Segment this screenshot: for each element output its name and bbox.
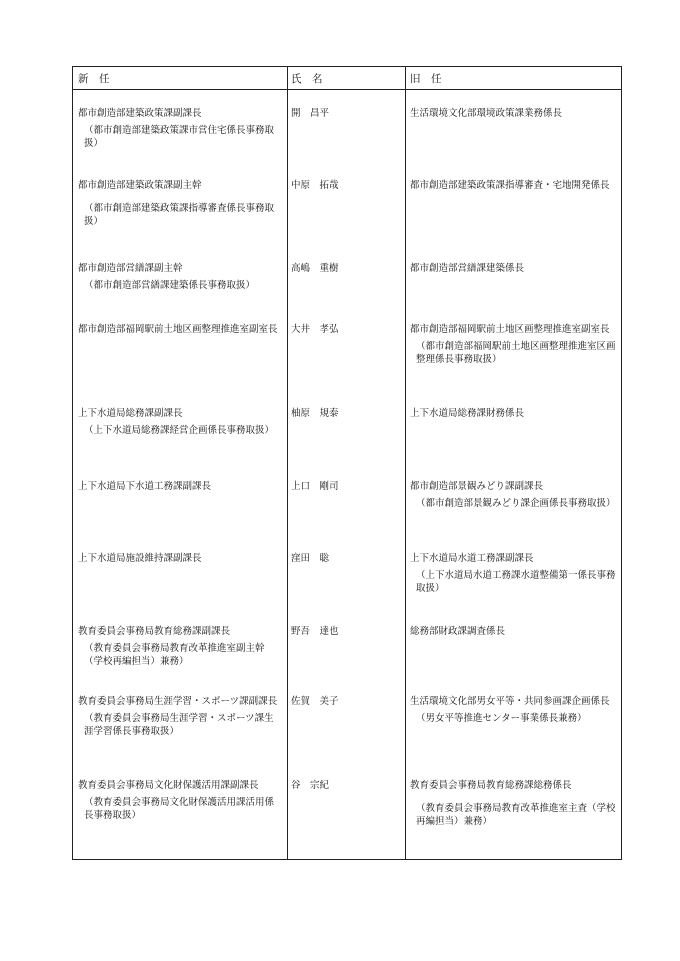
person-name: 谷 宗紀 <box>291 780 330 791</box>
person-name: 窪田 聡 <box>291 553 330 564</box>
column-divider <box>287 67 288 859</box>
new-post-note: （教育委員会事務局生涯学習・スポーツ課生涯学習係長事務取扱） <box>84 713 274 737</box>
personnel-table <box>72 66 622 860</box>
old-post-title: 教育委員会事務局教育総務課総務係長 <box>410 780 572 791</box>
person-name: 上口 剛司 <box>291 481 339 492</box>
old-post-note: （男女平等推進センター事業係長兼務） <box>416 713 587 724</box>
new-post-title: 都市創造部福岡駅前土地区画整理推進室副室長 <box>78 324 278 335</box>
person-name: 野吾 達也 <box>291 626 339 637</box>
column-divider <box>405 67 406 859</box>
new-post-note: （上下水道局総務課経営企画係長事務取扱） <box>84 425 275 436</box>
old-post-title: 生活環境文化部環境政策課業務係長 <box>410 108 563 119</box>
table-row-old-post <box>410 323 618 366</box>
table-row-new-post <box>78 323 283 340</box>
table-row-old-post <box>410 552 618 595</box>
person-name: 柚原 規泰 <box>291 408 339 419</box>
old-post-title: 都市創造部福岡駅前土地区画整理推進室副室長 <box>410 324 610 335</box>
new-post-note: （教育委員会事務局教育改革推進室副主幹（学校再編担当）兼務） <box>84 643 265 667</box>
table-row-new-post <box>78 407 283 437</box>
person-name: 開 昌平 <box>291 108 330 119</box>
table-row-old-post <box>410 179 618 196</box>
table-row-old-post <box>410 407 618 424</box>
table-row-new-post <box>78 695 283 738</box>
new-post-title: 教育委員会事務局生涯学習・スポーツ課副課長 <box>78 696 278 707</box>
old-post-title: 都市創造部営繕課建築係長 <box>410 263 525 274</box>
table-row-new-post <box>78 779 283 822</box>
old-post-title: 上下水道局総務課財務係長 <box>410 408 525 419</box>
new-post-title: 教育委員会事務局教育総務課副課長 <box>78 626 231 637</box>
header-old-post: 旧 任 <box>410 73 442 85</box>
header-name: 氏 名 <box>291 73 323 85</box>
table-row-new-post <box>78 262 283 292</box>
person-name: 佐賀 美子 <box>291 696 339 707</box>
new-post-title: 上下水道局総務課副課長 <box>78 408 183 419</box>
table-row-old-post <box>410 107 618 124</box>
old-post-title: 生活環境文化部男女平等・共同参画課企画係長 <box>410 696 610 707</box>
old-post-note: （教育委員会事務局教育改革推進室主査（学校再編担当）兼務） <box>416 803 616 827</box>
table-header <box>73 67 621 90</box>
table-row-new-post <box>78 107 283 150</box>
new-post-title: 上下水道局下水道工務課副課長 <box>78 481 212 492</box>
old-post-title: 総務部財政課調査係長 <box>410 626 506 637</box>
new-post-title: 教育委員会事務局文化財保護活用課副課長 <box>78 780 259 791</box>
old-post-title: 都市創造部建築政策課指導審査・宅地開発係長 <box>410 180 610 191</box>
table-row-old-post <box>410 625 618 642</box>
person-name: 中原 拓哉 <box>291 180 339 191</box>
old-post-note: （都市創造部景観みどり課企画係長事務取扱） <box>416 498 616 509</box>
table-row-old-post <box>410 262 618 279</box>
new-post-title: 都市創造部建築政策課副課長 <box>78 108 202 119</box>
table-row-new-post <box>78 625 283 668</box>
new-post-title: 上下水道局施設維持課副課長 <box>78 553 202 564</box>
table-row-new-post <box>78 552 283 569</box>
new-post-note: （都市創造部建築政策課市営住宅係長事務取扱） <box>84 125 275 149</box>
header-new-post: 新 任 <box>78 73 110 85</box>
new-post-note: （都市創造部営繕課建築係長事務取扱） <box>84 280 256 291</box>
table-row-old-post <box>410 480 618 510</box>
table-row-new-post <box>78 480 283 497</box>
person-name: 大井 孝弘 <box>291 324 339 335</box>
new-post-title: 都市創造部建築政策課副主幹 <box>78 180 202 191</box>
old-post-note: （都市創造部福岡駅前土地区画整理推進室区画整理係長事務取扱） <box>416 341 616 365</box>
table-row-new-post <box>78 179 283 228</box>
person-name: 高嶋 重樹 <box>291 263 339 274</box>
new-post-note: （教育委員会事務局文化財保護活用課活用係長事務取扱） <box>84 797 275 821</box>
table-row-old-post <box>410 695 618 725</box>
new-post-title: 都市創造部営繕課副主幹 <box>78 263 183 274</box>
old-post-title: 上下水道局水道工務課副課長 <box>410 553 534 564</box>
new-post-note: （都市創造部建築政策課指導審査係長事務取扱） <box>84 203 275 227</box>
old-post-title: 都市創造部景観みどり課副課長 <box>410 481 544 492</box>
old-post-note: （上下水道局水道工務課水道整備第一係長事務取扱） <box>416 570 616 594</box>
table-row-old-post <box>410 779 618 828</box>
